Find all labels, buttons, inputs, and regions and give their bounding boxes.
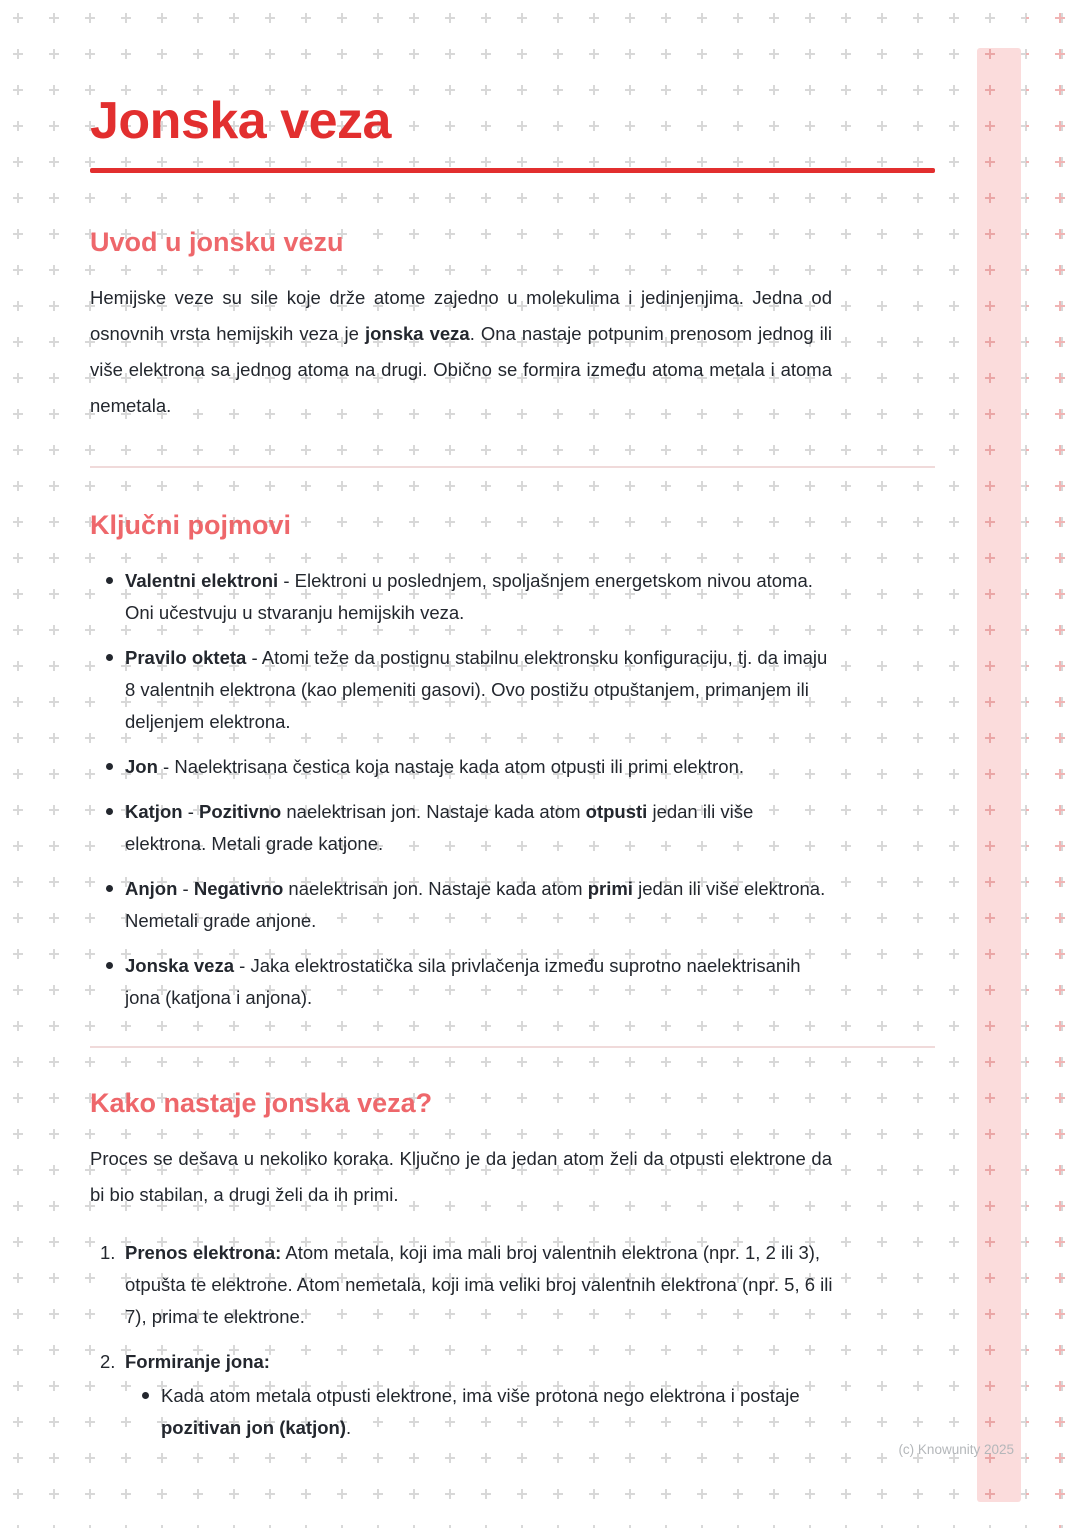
section-heading-formation: Kako nastaje jonska veza? [90, 1087, 433, 1118]
section-heading-intro: Uvod u jonsku vezu [90, 226, 344, 257]
formation-paragraph: Proces se dešava u nekoliko koraka. Ključno je da jedan atom želi da otpusti elektrone da bi bio stabilan, a drugi želi da ih primi. [90, 1147, 832, 1205]
section-heading-key-concepts: Ključni pojmovi [90, 509, 292, 540]
section-divider [90, 1046, 935, 1048]
list-item [90, 751, 835, 783]
list-item-text: Jonska veza - Jaka elektrostatička sila privlačenja između suprotno naelektrisanih jona (katjona i anjona). [125, 954, 801, 1008]
formation-steps-list [90, 1237, 835, 1444]
list-item-text: Katjon - Pozitivno naelektrisan jon. Nastaje kada atom otpusti jedan ili više elektrona. Metali grade katjone. [125, 800, 754, 854]
bullet-dot [106, 654, 113, 661]
list-item-text: Anjon - Negativno naelektrisan jon. Nastaje kada atom primi jedan ili više elektrona. Nemetali grade anjone. [125, 877, 826, 931]
content-column [90, 0, 935, 1457]
page-title: Jonska veza [90, 92, 391, 150]
pink-crosses-zone [1026, 0, 1080, 1528]
bullet-dot [106, 577, 113, 584]
numbered-item-text: Formiranje jona: [125, 1350, 270, 1372]
sub-list-item [125, 1380, 835, 1444]
list-item [90, 796, 835, 860]
key-concepts-list [90, 565, 835, 1014]
item-number: 2. [100, 1350, 116, 1372]
list-item [90, 565, 835, 629]
bullet-dot [106, 808, 113, 815]
bullet-dot [106, 763, 113, 770]
list-item-text: Jon - Naelektrisana čestica koja nastaje kada atom otpusti ili primi elektron. [125, 755, 744, 777]
numbered-item [90, 1346, 835, 1444]
list-item [90, 642, 835, 738]
list-item-text: Valentni elektroni - Elektroni u poslednjem, spoljašnjem energetskom nivou atoma. Oni učestvuju u stvaranju hemijskih veza. [125, 569, 813, 623]
intro-paragraph: Hemijske veze su sile koje drže atome zajedno u molekulima i jedinjenjima. Jedna od osnovnih vrsta hemijskih veza je jonska veza. Ona nastaje potpunim prenosom jednog ili više elektrona sa jednog atoma na drugi. Obično se formira između atoma metala i atoma nemetala. [90, 286, 833, 416]
bullet-dot [106, 962, 113, 969]
copyright-footer: (c) Knowunity 2025 [898, 1442, 1014, 1457]
bullet-dot [142, 1392, 149, 1399]
section-divider [90, 466, 935, 468]
title-underline-rule [90, 168, 935, 173]
bullet-dot [106, 885, 113, 892]
sub-bullet-list [125, 1380, 835, 1444]
list-item [90, 873, 835, 937]
list-item-text: Pravilo okteta - Atomi teže da postignu stabilnu elektronsku konfiguraciju, tj. da imaju 8 valentnih elektrona (kao plemeniti gasovi). Ovo postižu otpuštanjem, primanjem ili deljenjem elektrona. [125, 646, 828, 732]
list-item [90, 950, 835, 1014]
numbered-item [90, 1237, 835, 1333]
item-number: 1. [100, 1241, 116, 1263]
sub-list-item-text: Kada atom metala otpusti elektrone, ima više protona nego elektrona i postaje pozitivan jon (katjon). [161, 1384, 800, 1438]
pink-margin-stripe [977, 48, 1021, 1502]
numbered-item-text: Prenos elektrona: Atom metala, koji ima mali broj valentnih elektrona (npr. 1, 2 ili 3), otpušta te elektrone. Atom nemetala, koji ima veliki broj valentnih elektrona (npr. 5, 6 ili 7), prima te elektrone. [125, 1241, 833, 1327]
